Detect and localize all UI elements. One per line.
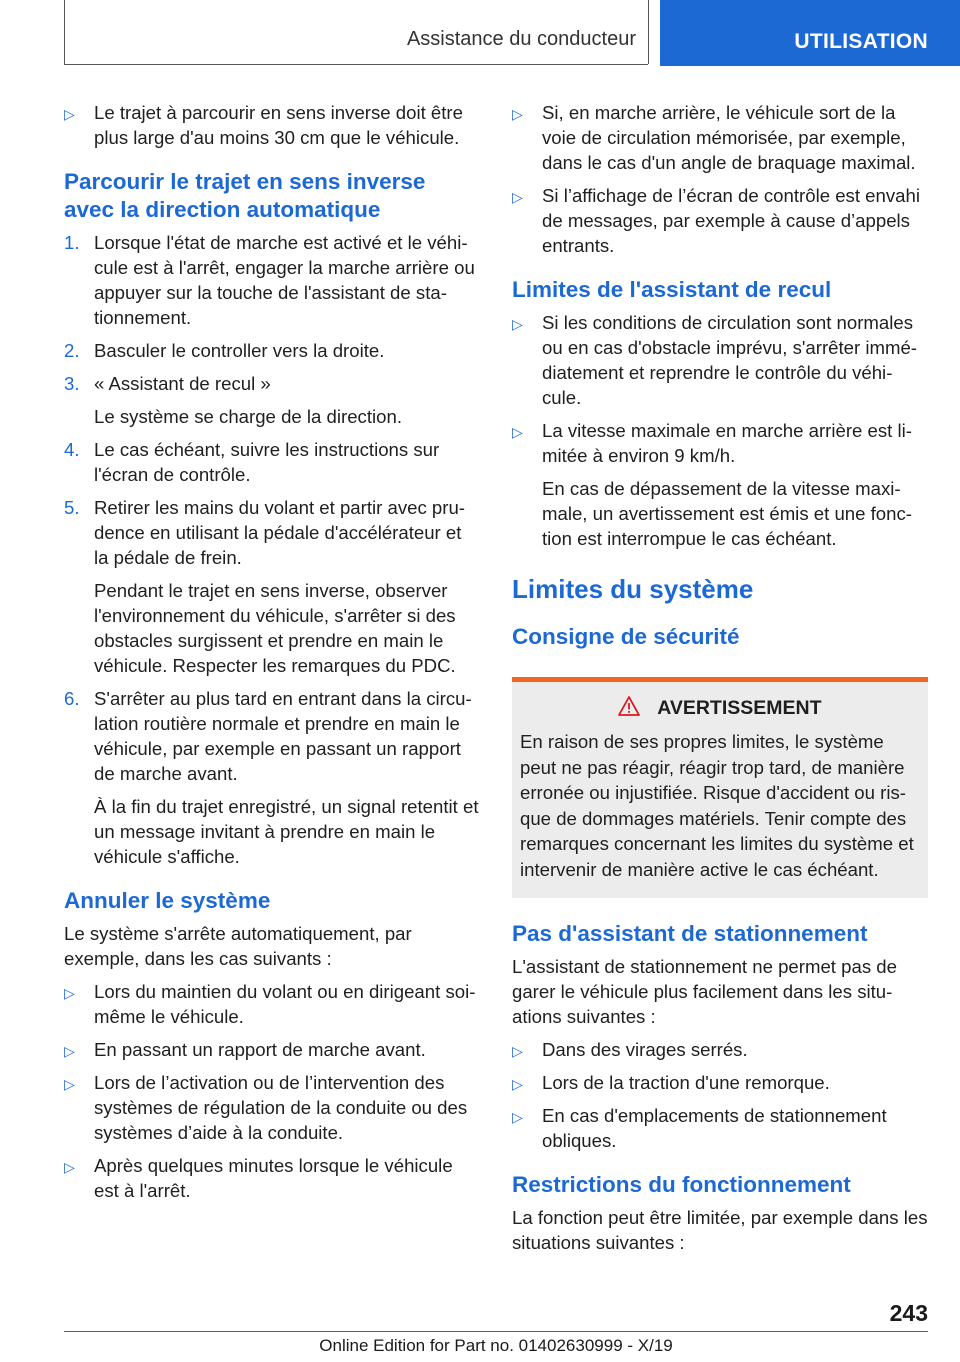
- triangle-right-icon: ▷: [512, 1109, 523, 1125]
- steps-list: [64, 230, 480, 869]
- triangle-right-icon: ▷: [512, 1043, 523, 1059]
- step-6-note: À la fin du trajet enregistré, un signal retentit et un message invitant à prendre en main le véhicule s'affiche.: [94, 796, 479, 867]
- step-5: 5. Retirer les mains du volant et partir avec pru-dence en utilisant la pédale d'accélérateur et la pédale de frein.: [64, 497, 465, 568]
- header-divider-left: [64, 0, 65, 64]
- list-item: ▷ Si l’affichage de l’écran de contrôle est envahi de messages, par exemple à cause d’appels entrants.: [512, 185, 920, 256]
- warning-triangle-icon: [618, 696, 640, 723]
- heading-parcourir: Parcourir le trajet en sens inverse avec la direction automatique: [64, 169, 426, 222]
- step-3: 3. « Assistant de recul »: [64, 373, 271, 394]
- step-2: 2. Basculer le controller vers la droite.: [64, 340, 385, 361]
- list-item: ▷ Après quelques minutes lorsque le véhicule est à l'arrêt.: [64, 1155, 453, 1201]
- triangle-right-icon: ▷: [64, 985, 75, 1001]
- pas-paragraph: L'assistant de stationnement ne permet pas de garer le véhicule plus facilement dans les situ-ations suivantes :: [512, 956, 897, 1027]
- heading-limites-systeme: Limites du système: [512, 574, 754, 604]
- warning-text: En raison de ses propres limites, le système peut ne pas réagir, réagir trop tard, de manière erronée ou injustifiée. Risque d'accident ou ris-que de dommages matériels. Tenir compte des remarques concernant les limites du système et intervenir de manière active le cas échéant.: [520, 731, 914, 880]
- triangle-right-icon: ▷: [512, 1076, 523, 1092]
- triangle-right-icon: ▷: [64, 1076, 75, 1092]
- step-3-note: Le système se charge de la direction.: [94, 406, 402, 427]
- step-1: 1. Lorsque l'état de marche est activé et le véhi-cule est à l'arrêt, engager la marche arrière ou appuyer sur la touche de l'assistant de sta-tionnement.: [64, 232, 475, 328]
- triangle-right-icon: ▷: [64, 106, 75, 122]
- triangle-right-icon: ▷: [512, 316, 523, 332]
- list-item: ▷ En passant un rapport de marche avant.: [64, 1037, 480, 1062]
- annuler-paragraph: Le système s'arrête automatiquement, par exemple, dans les cas suivants :: [64, 923, 412, 969]
- list-item: ▷ En cas d'emplacements de stationnement obliques.: [512, 1105, 887, 1151]
- list-item: ▷ Si les conditions de circulation sont normales ou en cas d'obstacle imprévu, s'arrêter immé-diatement et reprendre le contrôle du véhi-cule.: [512, 312, 917, 408]
- header-rule: [64, 64, 648, 65]
- list-item: ▷ Lors de l’activation ou de l’intervention des systèmes de régulation de la conduite ou des systèmes d’aide à la conduite.: [64, 1072, 468, 1143]
- right-column: [512, 100, 928, 1263]
- triangle-right-icon: ▷: [512, 189, 523, 205]
- triangle-right-icon: ▷: [512, 424, 523, 440]
- triangle-right-icon: ▷: [64, 1159, 75, 1175]
- triangle-right-icon: ▷: [512, 106, 523, 122]
- list-item: ▷ Lors du maintien du volant ou en dirigeant soi-même le véhicule.: [64, 981, 476, 1027]
- page-number: 243: [889, 1300, 928, 1326]
- left-column: [64, 100, 480, 1211]
- step-5-note: Pendant le trajet en sens inverse, observer l'environnement du véhicule, s'arrêter si des obstacles surgissent et prendre en main le véhicule. Respecter les remarques du PDC.: [94, 580, 456, 676]
- heading-restrictions: Restrictions du fonctionnement: [512, 1172, 851, 1197]
- header-divider-right: [648, 0, 649, 64]
- footer-rule: [64, 1331, 928, 1332]
- chapter-tab: [660, 0, 960, 66]
- list-item: ▷ Le trajet à parcourir en sens inverse doit être plus large d'au moins 30 cm que le véhicule.: [64, 102, 463, 148]
- list-item: ▷ La vitesse maximale en marche arrière est li-mitée à environ 9 km/h.: [512, 420, 912, 466]
- heading-pas-assistant: Pas d'assistant de stationnement: [512, 921, 868, 946]
- heading-limites-recul: Limites de l'assistant de recul: [512, 277, 832, 302]
- list-item: ▷ Si, en marche arrière, le véhicule sort de la voie de circulation mémorisée, par exemple, dans le cas d'un angle de braquage maximal.: [512, 102, 916, 173]
- warning-title: AVERTISSEMENT: [657, 697, 822, 719]
- restrictions-paragraph: La fonction peut être limitée, par exemple dans les situations suivantes :: [512, 1207, 928, 1253]
- warning-box: [512, 677, 928, 898]
- heading-consigne: Consigne de sécurité: [512, 624, 740, 649]
- step-6: 6. S'arrêter au plus tard en entrant dans la circu-lation routière normale et prendre en main le véhicule, par exemple en passant un rapport de marche avant.: [64, 688, 472, 784]
- heading-annuler: Annuler le système: [64, 888, 271, 913]
- section-title: Assistance du conducteur: [406, 28, 636, 50]
- list-item: ▷ Lors de la traction d'une remorque.: [512, 1070, 928, 1095]
- list-item-note: En cas de dépassement de la vitesse maxi-male, un avertissement est émis et une fonc-tion est interrompue le cas échéant.: [542, 478, 912, 549]
- footer-edition: Online Edition for Part no. 01402630999 - X/19: [319, 1336, 673, 1355]
- triangle-right-icon: ▷: [64, 1043, 75, 1059]
- step-4: 4. Le cas échéant, suivre les instructions sur l'écran de contrôle.: [64, 439, 440, 485]
- list-item: ▷ Dans des virages serrés.: [512, 1037, 928, 1062]
- chapter-tab-label: UTILISATION: [794, 30, 928, 53]
